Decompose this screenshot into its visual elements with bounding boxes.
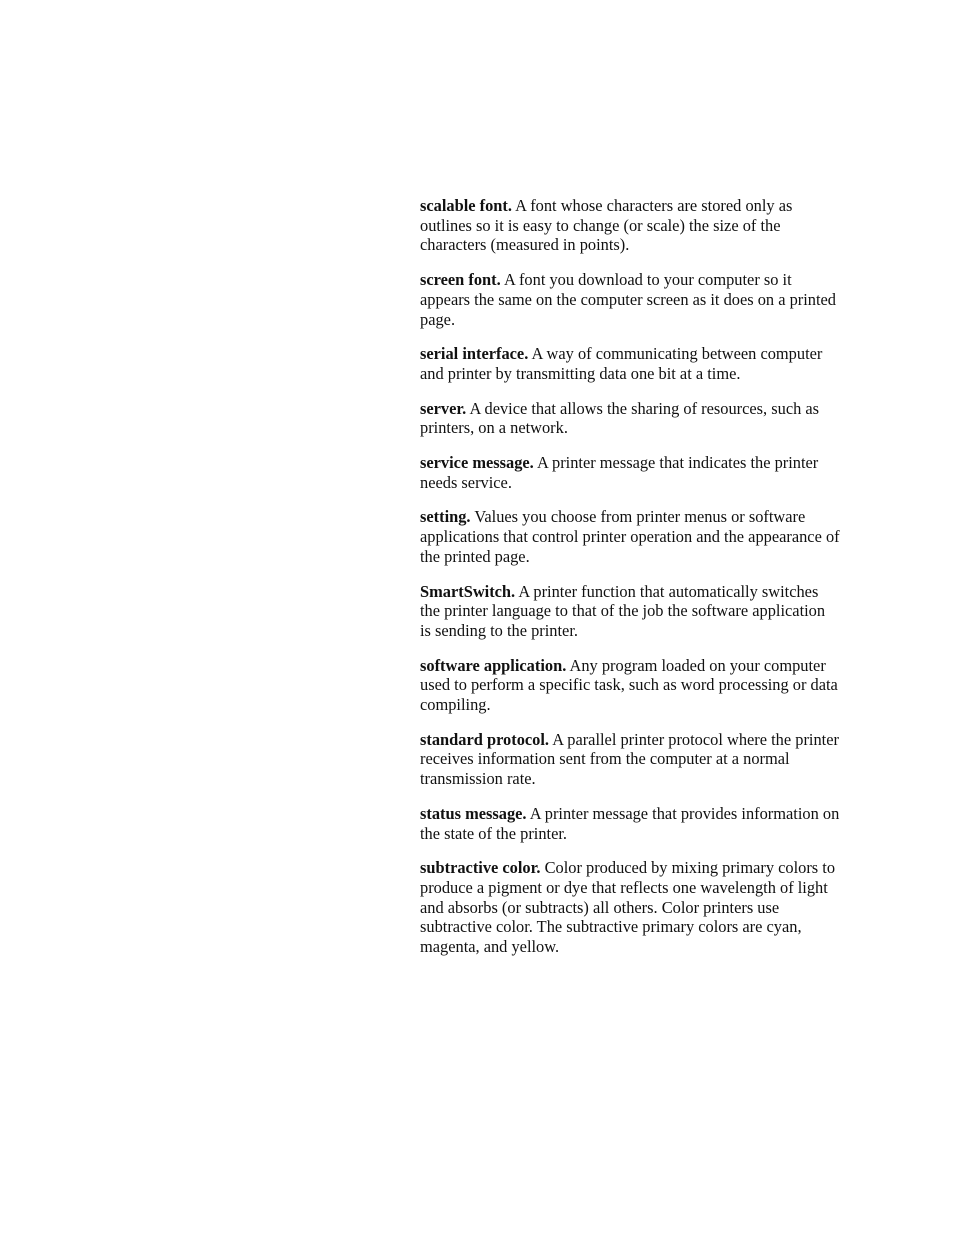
glossary-term: status message. [420,803,527,823]
glossary-definition: A font whose characters are stored only as outlines so it is easy to change (or scale) the size of the characters (measured in points). [420,196,793,255]
glossary-term: subtractive color. [420,858,541,878]
glossary-entry-screen-font [420,270,840,329]
glossary-definition: A printer function that automatically switches the printer language to that of the job the software application is sending to the printer. [420,581,826,640]
glossary-definition: A printer message that indicates the printer needs service. [420,453,819,492]
glossary-definition: A device that allows the sharing of resources, such as printers, on a network. [420,398,820,438]
glossary-term: setting. [420,507,471,527]
glossary-definition: Values you choose from printer menus or software applications that control printer operation and the appearance of the printed page. [420,507,840,566]
glossary-definition: A font you download to your computer so it appears the same on the computer screen as it does on a printed page. [420,270,836,329]
glossary-entry-standard-protocol [420,730,840,789]
glossary-entry-subtractive-color [420,858,840,957]
glossary-definition: Color produced by mixing primary colors to produce a pigment or dye that reflects one wavelength of light and absorbs (or subtracts) all others. Color printers use subtractive color. The subtractive primary colors are cyan, magenta, and yellow. [420,858,836,957]
glossary-entry-status-message [420,804,840,843]
glossary-entry-service-message [420,453,840,492]
glossary-entry-scalable-font [420,196,840,255]
glossary-entry-smartswitch [420,582,840,641]
glossary-term: screen font. [420,270,501,290]
glossary-term: SmartSwitch. [420,581,516,601]
glossary-definition: A parallel printer protocol where the printer receives information sent from the computer at a normal transmission rate. [420,729,839,789]
glossary-definition: A way of communicating between computer and printer by transmitting data one bit at a time. [420,344,823,383]
glossary-list [420,196,840,972]
glossary-term: scalable font. [420,196,512,215]
glossary-term: service message. [420,453,534,473]
glossary-entry-server [420,399,840,438]
glossary-entry-setting [420,507,840,566]
glossary-term: serial interface. [420,344,529,364]
glossary-definition: Any program loaded on your computer used to perform a specific task, such as word processing or data compiling. [420,655,838,715]
glossary-entry-serial-interface [420,344,840,383]
glossary-term: standard protocol. [420,729,550,749]
glossary-definition: A printer message that provides information on the state of the printer. [420,803,840,843]
glossary-term: server. [420,398,467,418]
glossary-term: software application. [420,655,567,675]
glossary-entry-software-application [420,656,840,715]
